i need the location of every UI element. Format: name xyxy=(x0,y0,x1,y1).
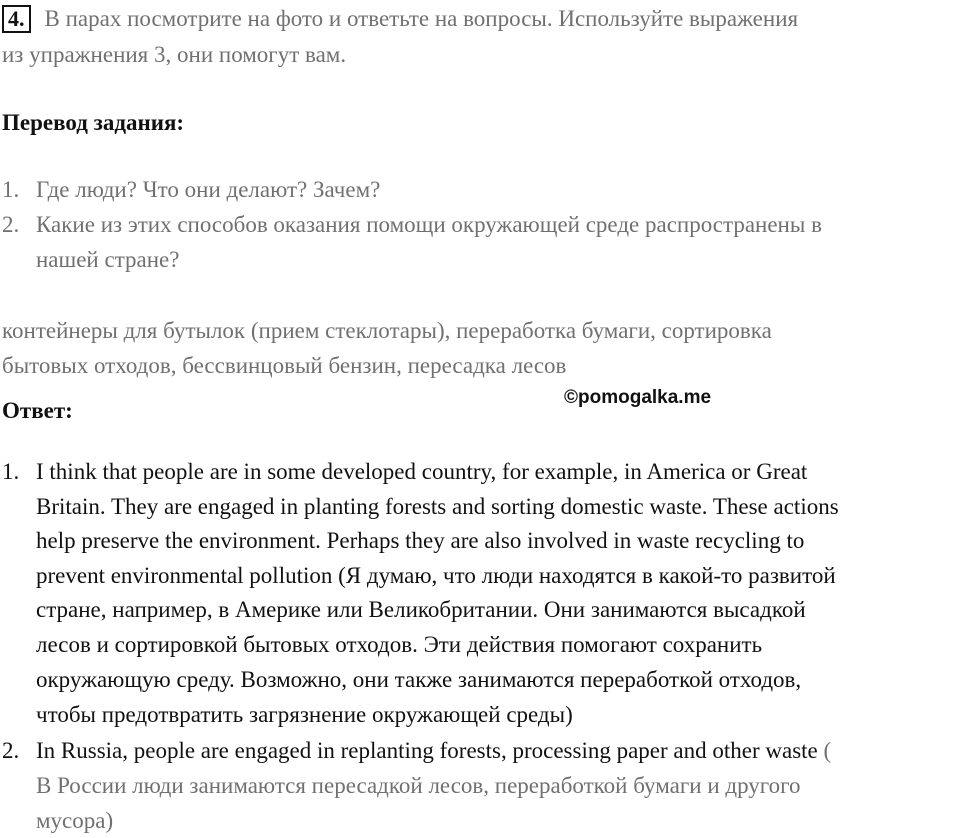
answer-heading: Ответ: xyxy=(2,398,73,423)
answer-item-1-line7: окружающую среду. Возможно, они также занимаются переработкой отходов, xyxy=(36,667,802,692)
translation-item-2-text-line1: Какие из этих способов оказания помощи окружающей среде распространены в xyxy=(36,212,822,237)
answer-item-2-line1-english: In Russia, people are engaged in replanting forests, processing paper and other waste xyxy=(36,738,818,763)
task-instruction-line1 xyxy=(2,2,798,36)
answer-item-2-line1 xyxy=(36,734,831,768)
task-instruction-text: В парах посмотрите на фото и ответьте на вопросы. Используйте выражения xyxy=(44,6,799,31)
answer-item-1-line8: чтобы предотвратить загрязнение окружающей среды) xyxy=(36,702,573,727)
answer-item-2-line2: В России люди занимаются пересадкой лесов, переработкой бумаги и другого xyxy=(36,773,801,798)
answer-item-2-line1-paren: ( xyxy=(817,738,832,763)
answer-item-1-line5: стране, например, в Америке или Великобритании. Они занимаются высадкой xyxy=(36,597,806,622)
answer-item-1-line6: лесов и сортировкой бытовых отходов. Эти действия помогают сохранить xyxy=(36,632,763,657)
answer-item-1-line3: help preserve the environment. Perhaps they are also involved in waste recycling to xyxy=(36,528,805,553)
task-instruction-line2: из упражнения 3, они помогут вам. xyxy=(2,42,347,67)
answer-item-1-number: 1. xyxy=(2,459,20,484)
answer-item-1-line1: I think that people are in some developed country, for example, in America or Great xyxy=(36,459,808,484)
answer-item-1-line4: prevent environmental pollution (Я думаю, что люди находятся в какой-то развитой xyxy=(36,563,836,588)
translation-item-1-text: Где люди? Что они делают? Зачем? xyxy=(36,177,381,202)
answer-item-2-line3: мусора) xyxy=(36,808,114,833)
translation-item-1-number: 1. xyxy=(2,177,20,202)
watermark-text: ©pomogalka.me xyxy=(564,387,712,408)
expressions-line1: контейнеры для бутылок (прием стеклотары), переработка бумаги, сортировка xyxy=(2,318,772,343)
answer-item-2-number: 2. xyxy=(2,738,20,763)
answer-item-1-line2: Britain. They are engaged in planting forests and sorting domestic waste. These actions xyxy=(36,494,839,519)
expressions-line2: бытовых отходов, бессвинцовый бензин, пересадка лесов xyxy=(2,353,567,378)
translation-item-2-number: 2. xyxy=(2,212,20,237)
translation-heading: Перевод задания: xyxy=(2,110,185,135)
translation-item-2-text-line2: нашей стране? xyxy=(36,247,180,272)
task-number-box: 4. xyxy=(2,5,31,33)
